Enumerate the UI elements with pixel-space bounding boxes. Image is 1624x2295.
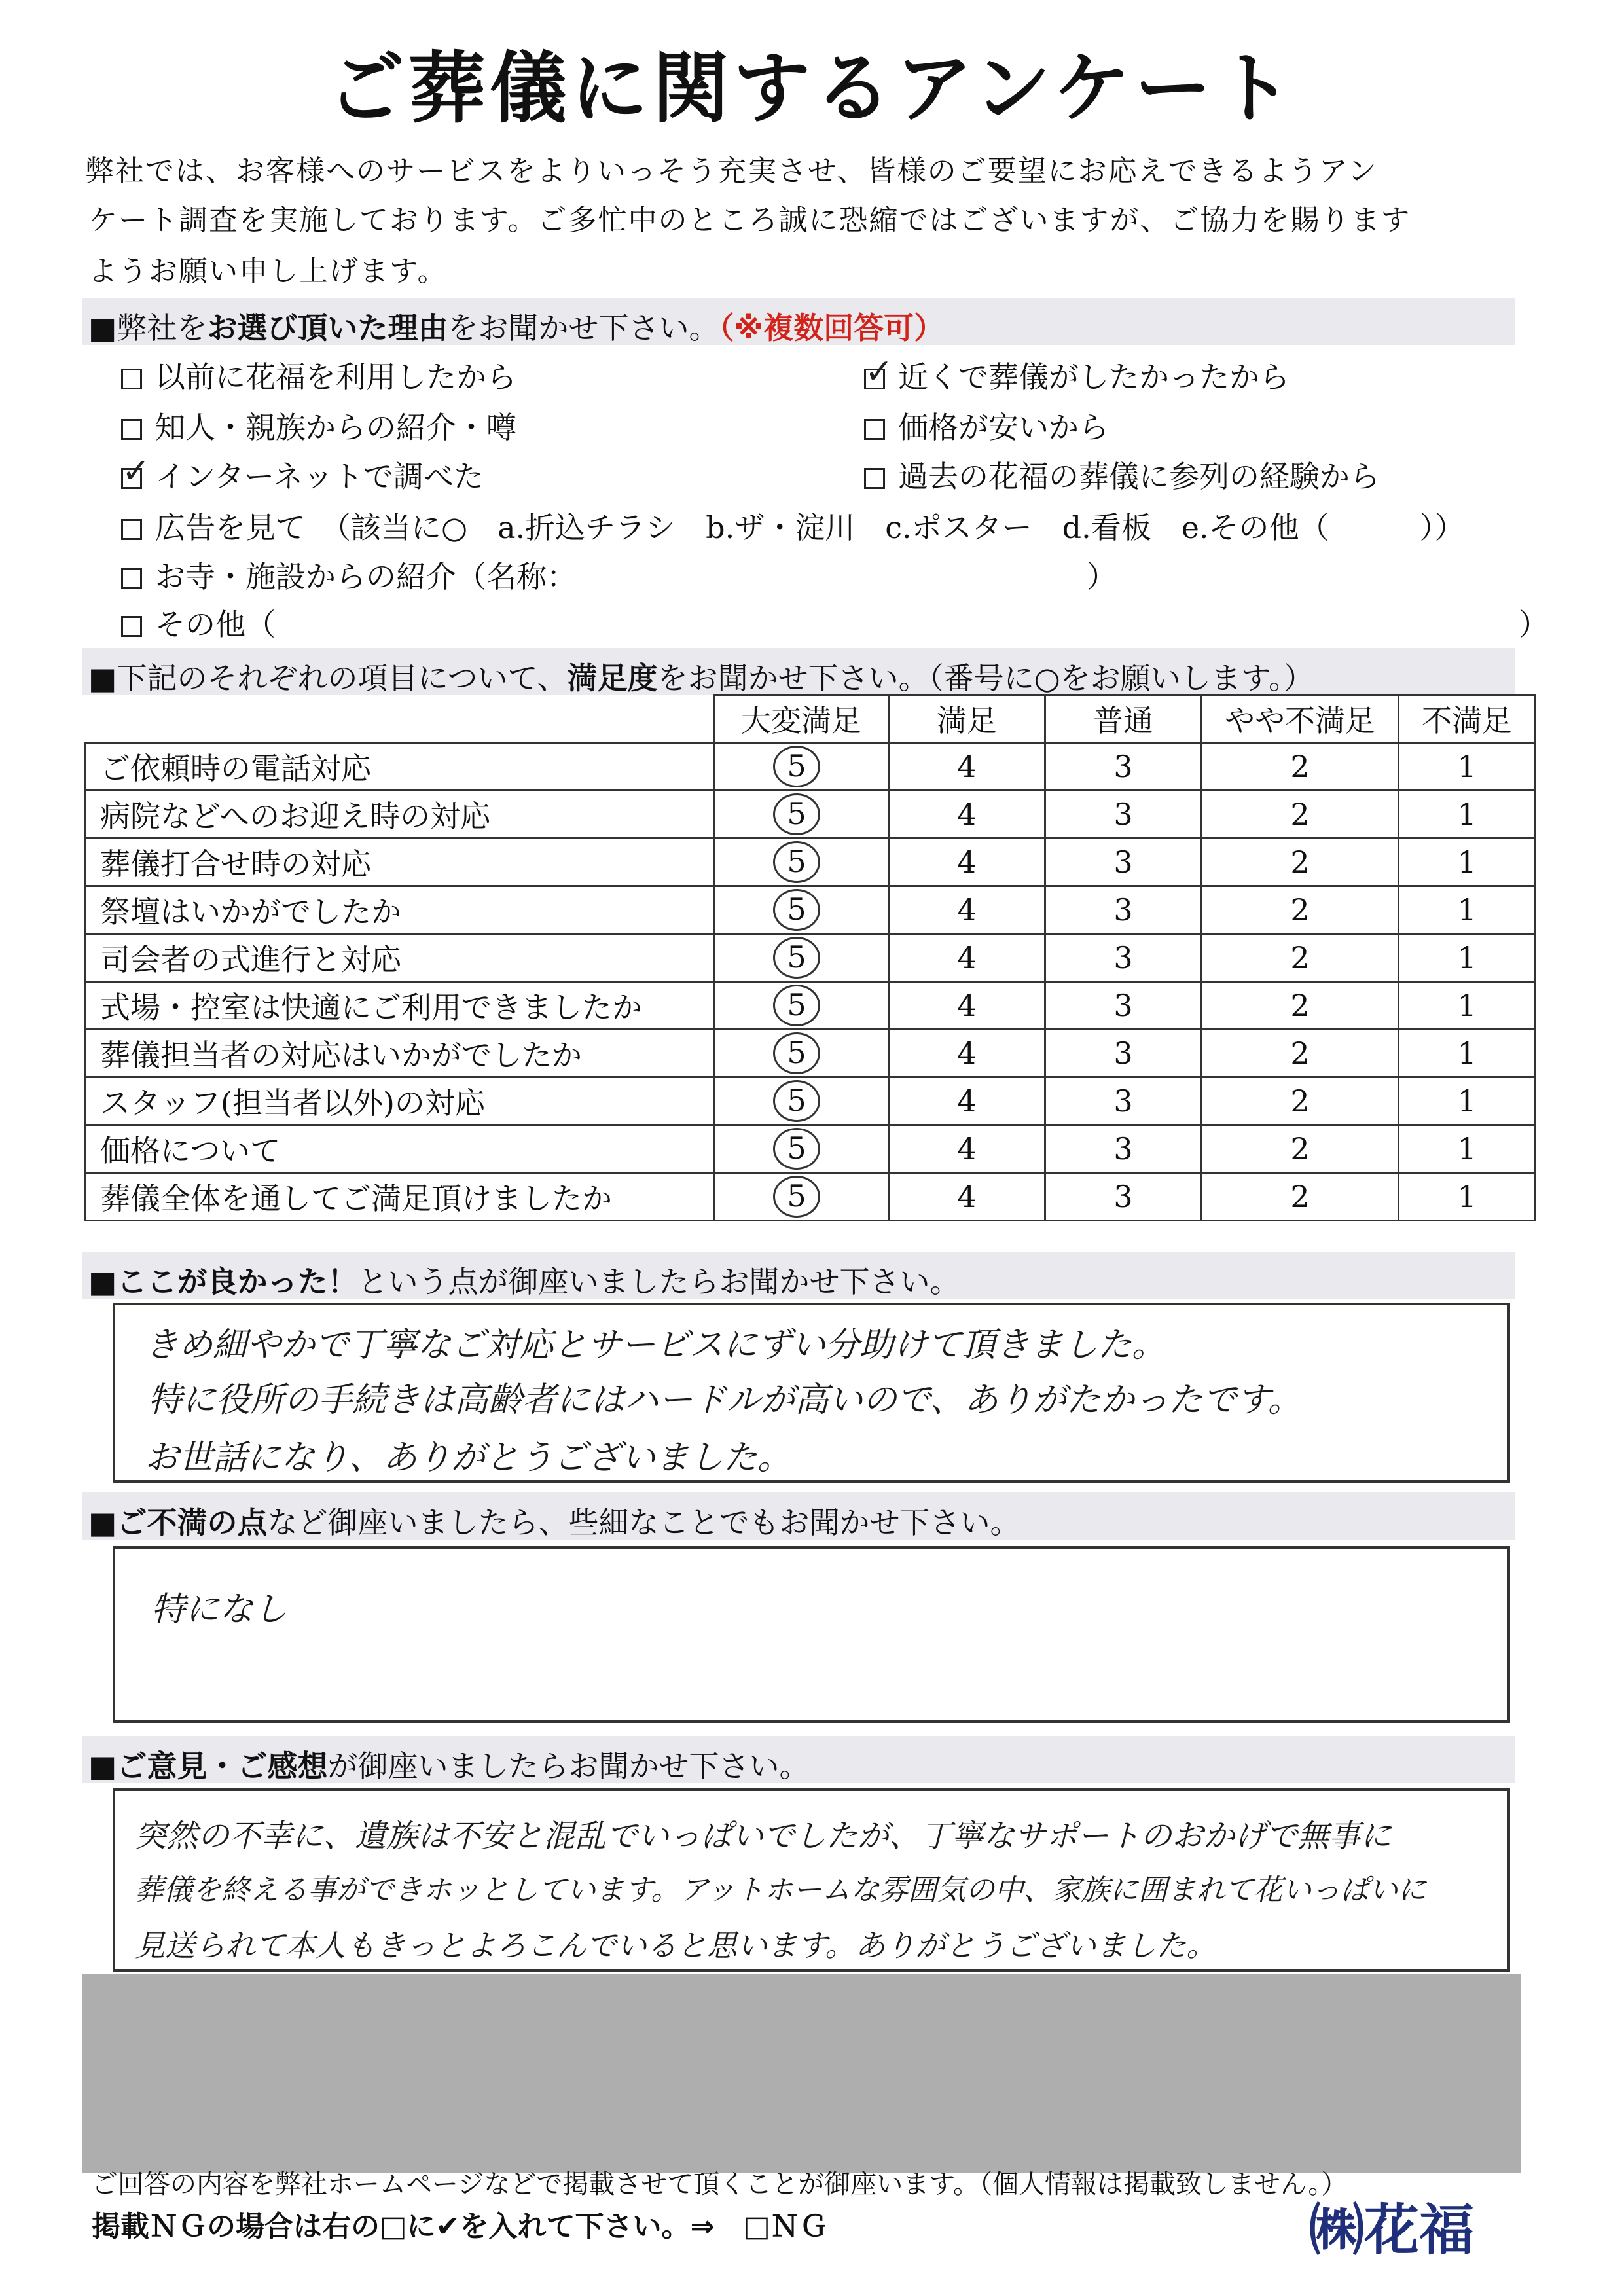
rating-5-selected[interactable] [714,1125,889,1173]
rating-4[interactable]: 4 [889,934,1045,982]
row-item-label: 価格について [85,1125,714,1173]
table-row [85,839,1536,886]
row-item-label: 式場・控室は快適にご利用できましたか [85,982,714,1030]
handwritten-line: 特になし [151,1590,288,1629]
rating-1[interactable]: 1 [1399,791,1536,839]
selection-circle: 5 [773,937,820,979]
checkbox[interactable] [121,369,142,389]
reason-option-temple[interactable]: お寺・施設からの紹介（名称： [121,553,577,596]
reason-option[interactable]: 過去の花福の葬儀に参列の経験から [864,453,1380,496]
rating-2[interactable]: 2 [1202,1077,1399,1125]
multi-answer-note: （※複数回答可） [719,310,945,346]
rating-4[interactable]: 4 [889,1173,1045,1221]
good-comment-box[interactable] [113,1303,1510,1483]
good-heading: ■ここが良かった！という点が御座いましたらお聞かせ下さい。 [88,1264,960,1299]
rating-3[interactable]: 3 [1045,1173,1202,1221]
complaints-heading: ■ご不満の点など御座いましたら、些細なことでもお聞かせ下さい。 [88,1505,1020,1540]
checkbox[interactable] [121,616,142,637]
column-header: やや不満足 [1202,695,1399,743]
satisfaction-table [84,694,1536,1221]
selection-circle: 5 [773,1128,820,1170]
rating-3[interactable]: 3 [1045,743,1202,791]
rating-4[interactable]: 4 [889,886,1045,934]
rating-2[interactable]: 2 [1202,791,1399,839]
other-close-paren: ） [1519,607,1549,642]
rating-1[interactable]: 1 [1399,982,1536,1030]
footer-notice: ご回答の内容を弊社ホームページなどで掲載させて頂くことが御座います。（個人情報は掲載致しません。） [92,2169,1348,2199]
page-title: ご葬儀に関するアンケート [327,43,1297,134]
rating-5-selected[interactable] [714,934,889,982]
rating-4[interactable]: 4 [889,1125,1045,1173]
handwritten-line: 葬儀を終える事ができホッとしています。アットホームな雰囲気の中、家族に囲まれて花いっぱいに [135,1873,1427,1907]
handwritten-line: お世話になり、ありがとうございました。 [145,1438,792,1477]
rating-5-selected[interactable] [714,886,889,934]
rating-1[interactable]: 1 [1399,743,1536,791]
satisfaction-heading: ■下記のそれぞれの項目について、満足度をお聞かせ下さい。（番号に○をお願いします。） [88,660,1314,696]
reason-option-other[interactable]: その他（ [121,601,276,644]
check-icon: ✓ [865,352,893,391]
selection-circle: 5 [773,889,820,931]
rating-5-selected[interactable] [714,743,889,791]
rating-5-selected[interactable] [714,982,889,1030]
table-row [85,1030,1536,1077]
column-header: 普通 [1045,695,1202,743]
rating-5-selected[interactable] [714,1030,889,1077]
reason-option[interactable]: ✓ 近くで葬儀がしたかったから [865,352,1290,395]
column-header: 満足 [889,695,1045,743]
rating-4[interactable]: 4 [889,743,1045,791]
table-row [85,791,1536,839]
temple-close-paren: ） [1087,559,1117,594]
rating-2[interactable]: 2 [1202,1030,1399,1077]
selection-circle: 5 [773,1176,820,1218]
checkbox[interactable] [864,419,885,440]
selection-circle: 5 [773,1080,820,1122]
rating-5-selected[interactable] [714,1077,889,1125]
row-item-label: スタッフ(担当者以外)の対応 [85,1077,714,1125]
row-item-label: 病院などへのお迎え時の対応 [85,791,714,839]
reason-option[interactable]: 以前に花福を利用したから [121,353,516,397]
rating-2[interactable]: 2 [1202,743,1399,791]
rating-1[interactable]: 1 [1399,934,1536,982]
rating-3[interactable]: 3 [1045,934,1202,982]
check-icon: ✓ [122,452,151,491]
rating-5-selected[interactable] [714,791,889,839]
reason-option[interactable]: 知人・親族からの紹介・噂 [121,404,516,447]
checkbox[interactable] [121,519,142,540]
row-item-label: 葬儀打合せ時の対応 [85,839,714,886]
table-row [85,1077,1536,1125]
checkbox[interactable] [864,468,885,489]
table-row [85,982,1536,1030]
table-row [85,1125,1536,1173]
row-item-label: 葬儀全体を通してご満足頂けましたか [85,1173,714,1221]
intro-line-3: ようお願い申し上げます。 [88,255,448,288]
rating-3[interactable]: 3 [1045,839,1202,886]
handwritten-line: 突然の不幸に、遺族は不安と混乱でいっぱいでしたが、丁寧なサポートのおかげで無事に [135,1818,1392,1854]
rating-2[interactable]: 2 [1202,886,1399,934]
rating-2[interactable]: 2 [1202,934,1399,982]
reason-option[interactable]: 価格が安いから [864,404,1109,447]
selection-circle: 5 [773,841,820,883]
table-row [85,886,1536,934]
row-item-label: ご依頼時の電話対応 [85,743,714,791]
row-item-label: 司会者の式進行と対応 [85,934,714,982]
rating-4[interactable]: 4 [889,791,1045,839]
table-corner [85,695,714,743]
selection-circle: 5 [773,1032,820,1074]
reasons-heading: ■弊社をお選び頂いた理由をお聞かせ下さい。（※複数回答可） [88,310,945,346]
handwritten-line: 特に役所の手続きは高齢者にはハードルが高いので、ありがたかったです。 [148,1381,1302,1420]
checkbox[interactable] [121,568,142,589]
opinions-comment-box[interactable] [113,1788,1510,1972]
row-item-label: 葬儀担当者の対応はいかがでしたか [85,1030,714,1077]
opinions-heading: ■ご意見・ご感想が御座いましたらお聞かせ下さい。 [88,1748,810,1784]
rating-3[interactable]: 3 [1045,1125,1202,1173]
reason-option[interactable]: ✓ インターネットで調べた [122,452,484,494]
table-header-row [85,695,1536,743]
rating-1[interactable]: 1 [1399,1077,1536,1125]
intro-line-2: ケート調査を実施しております。ご多忙中のところ誠に恐縮ではございますが、ご協力を賜ります [88,204,1411,237]
rating-4[interactable]: 4 [889,1030,1045,1077]
rating-2[interactable]: 2 [1202,1125,1399,1173]
table-row [85,934,1536,982]
checkbox[interactable] [121,419,142,440]
selection-circle: 5 [773,746,820,787]
rating-1[interactable]: 1 [1399,886,1536,934]
checkbox-checked[interactable] [121,452,151,491]
reason-option-ad[interactable]: 広告を見て （該当に○ a.折込チラシ b.ザ・淀川 c.ポスター d.看板 e.その他（ ）） [121,504,1465,547]
selection-circle: 5 [773,793,820,835]
redacted-area [82,1974,1521,2173]
rating-2[interactable]: 2 [1202,982,1399,1030]
handwritten-line: 見送られて本人もきっとよろこんでいると思います。ありがとうございました。 [135,1928,1217,1963]
column-header: 不満足 [1399,695,1536,743]
rating-1[interactable]: 1 [1399,1125,1536,1173]
rating-1[interactable]: 1 [1399,1030,1536,1077]
rating-2[interactable]: 2 [1202,839,1399,886]
checkbox-checked[interactable] [864,352,893,391]
table-row [85,1173,1536,1221]
rating-1[interactable]: 1 [1399,1173,1536,1221]
company-name: ㈱花福 [1309,2198,1475,2262]
rating-3[interactable]: 3 [1045,982,1202,1030]
rating-4[interactable]: 4 [889,1077,1045,1125]
footer-ng-instruction: 掲載ＮＧの場合は右の□に✔を入れて下さい。⇒ □ＮＧ [92,2210,828,2243]
selection-circle: 5 [773,985,820,1026]
intro-line-1: 弊社では、お客様へのサービスをよりいっそう充実させ、皆様のご要望にお応えできるようアン [85,154,1378,188]
row-item-label: 祭壇はいかがでしたか [85,886,714,934]
rating-3[interactable]: 3 [1045,886,1202,934]
column-header: 大変満足 [714,695,889,743]
handwritten-line: きめ細やかで丁寧なご対応とサービスにずい分助けて頂きました。 [145,1326,1166,1365]
complaints-comment-box[interactable] [113,1546,1510,1723]
rating-4[interactable]: 4 [889,982,1045,1030]
rating-3[interactable]: 3 [1045,1030,1202,1077]
rating-3[interactable]: 3 [1045,791,1202,839]
rating-5-selected[interactable] [714,839,889,886]
rating-1[interactable]: 1 [1399,839,1536,886]
table-row [85,743,1536,791]
rating-5-selected[interactable] [714,1173,889,1221]
rating-3[interactable]: 3 [1045,1077,1202,1125]
rating-2[interactable]: 2 [1202,1173,1399,1221]
rating-4[interactable]: 4 [889,839,1045,886]
